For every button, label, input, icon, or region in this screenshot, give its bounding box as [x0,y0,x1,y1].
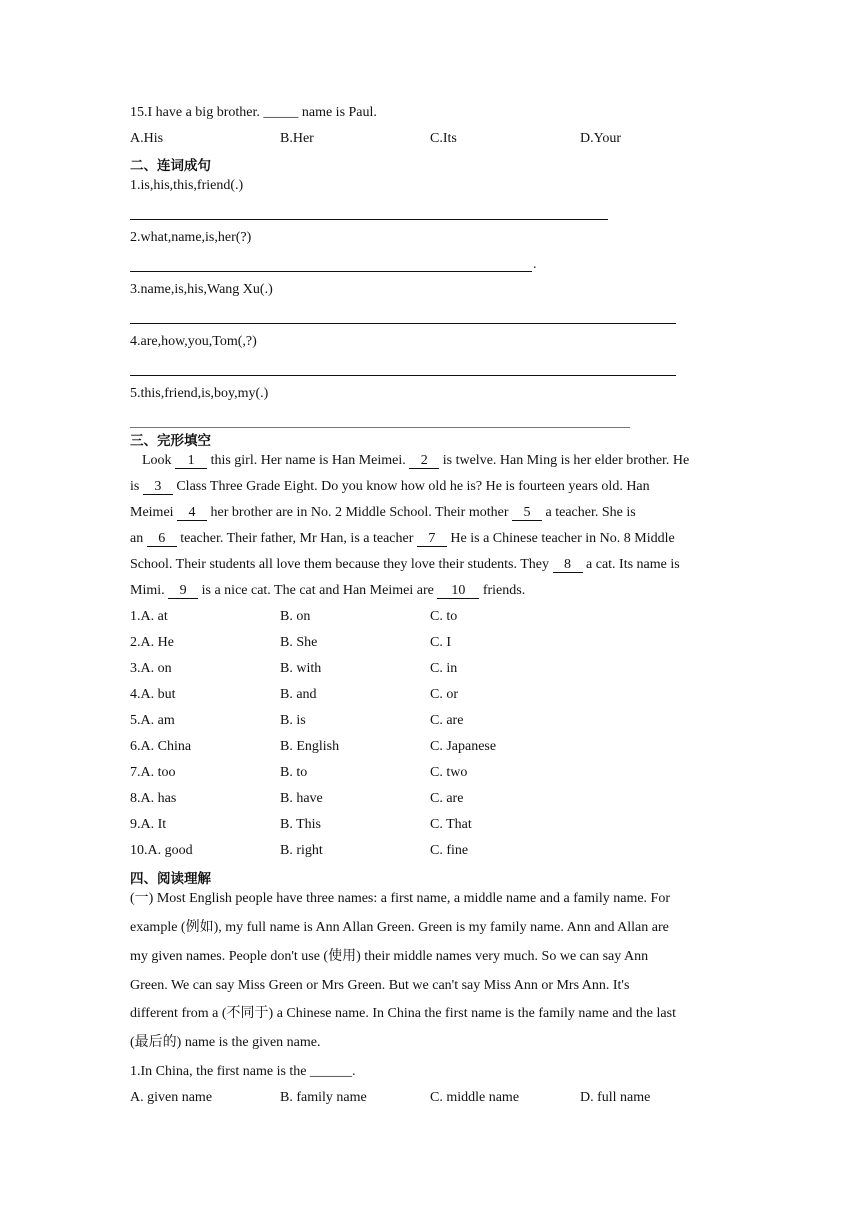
question-15 [130,104,377,122]
cloze-passage-line-4: an 6 teacher. Their father, Mr Han, is a teacher 7 He is a Chinese teacher in No. 8 Middle [130,531,675,546]
cloze-blank-8[interactable]: 8 [553,557,583,573]
cloze-q8-option-a[interactable]: 8.A. has [130,791,177,806]
cloze-blank-5[interactable]: 5 [512,505,542,521]
cloze-passage-line-1: Look 1 this girl. Her name is Han Meimei. 2 is twelve. Han Ming is her elder brother. He [142,453,690,468]
reading-q1-option-d[interactable]: D. full name [580,1090,651,1105]
section-4-heading: 四、阅读理解 [130,871,211,887]
reading-q1-option-c[interactable]: C. middle name [430,1090,520,1105]
cloze-blank-9[interactable]: 9 [168,583,198,599]
cloze-q8-option-b[interactable]: B. have [280,791,323,806]
cloze-q10-option-c[interactable]: C. fine [430,843,469,858]
reading-passage-line-1: (一) Most English people have three names: a first name, a middle name and a family name. For [130,891,671,906]
cloze-q5-option-b[interactable]: B. is [280,713,306,728]
cloze-q7-option-a[interactable]: 7.A. too [130,765,176,780]
cloze-q9-option-c[interactable]: C. That [430,817,472,832]
cloze-q7-option-c[interactable]: C. two [430,765,468,780]
cloze-q6-option-a[interactable]: 6.A. China [130,739,192,754]
section-2-item-5-prompt: 5.this,friend,is,boy,my(.) [130,386,269,401]
cloze-q9-option-a[interactable]: 9.A. It [130,817,167,832]
cloze-passage-line-3: Meimei 4 her brother are in No. 2 Middle School. Their mother 5 a teacher. She is [130,505,636,520]
section-2-item-3-prompt: 3.name,is,his,Wang Xu(.) [130,282,273,297]
section-2-item-4-answer-line[interactable] [130,374,676,376]
q15-option-c[interactable]: C.Its [430,131,457,146]
cloze-blank-4[interactable]: 4 [177,505,207,521]
section-2-item-1-prompt: 1.is,his,this,friend(.) [130,178,244,193]
cloze-blank-7[interactable]: 7 [417,531,447,547]
cloze-q4-option-c[interactable]: C. or [430,687,458,702]
cloze-q3-option-c[interactable]: C. in [430,661,458,676]
cloze-q2-option-c[interactable]: C. I [430,635,451,650]
q15-stem-before: 15.I have a big brother. [130,105,264,120]
q15-option-d[interactable]: D.Your [580,131,621,146]
reading-passage-line-4: Green. We can say Miss Green or Mrs Green. But we can't say Miss Ann or Mrs Ann. It's [130,978,630,993]
section-2-item-2-answer-line[interactable] [130,270,532,272]
q15-stem-after: name is Paul. [298,105,377,120]
cloze-blank-1[interactable]: 1 [175,453,207,469]
cloze-q1-option-a[interactable]: 1.A. at [130,609,168,624]
reading-question-1: 1.In China, the first name is the ______. [130,1064,356,1079]
q15-option-a[interactable]: A.His [130,131,164,146]
reading-passage-line-2: example (例如), my full name is Ann Allan Green. Green is my family name. Ann and Allan are [130,920,669,935]
section-2-item-2-prompt: 2.what,name,is,her(?) [130,230,252,245]
cloze-passage-line-6: Mimi. 9 is a nice cat. The cat and Han Meimei are 10 friends. [130,583,526,598]
cloze-q9-option-b[interactable]: B. This [280,817,321,832]
reading-q1-option-b[interactable]: B. family name [280,1090,367,1105]
cloze-passage-line-5: School. Their students all love them because they love their students. They 8 a cat. Its name is [130,557,680,572]
cloze-q10-option-a[interactable]: 10.A. good [130,843,193,858]
section-2-item-5-answer-line[interactable] [130,426,630,428]
cloze-passage-line-2: is 3 Class Three Grade Eight. Do you know how old he is? He is fourteen years old. Han [130,479,650,494]
cloze-blank-2[interactable]: 2 [409,453,439,469]
cloze-q2-option-a[interactable]: 2.A. He [130,635,174,650]
cloze-q8-option-c[interactable]: C. are [430,791,464,806]
cloze-blank-10[interactable]: 10 [437,583,479,599]
reading-passage-line-5: different from a (不同于) a Chinese name. In China the first name is the family name and the last [130,1006,676,1021]
cloze-q7-option-b[interactable]: B. to [280,765,308,780]
reading-q1-option-a[interactable]: A. given name [130,1090,213,1105]
cloze-q4-option-a[interactable]: 4.A. but [130,687,176,702]
cloze-q1-option-c[interactable]: C. to [430,609,458,624]
section-2-item-1-answer-line[interactable] [130,218,608,220]
section-3-heading: 三、完形填空 [130,433,211,449]
cloze-q6-option-b[interactable]: B. English [280,739,340,754]
q15-option-b[interactable]: B.Her [280,131,314,146]
cloze-q5-option-a[interactable]: 5.A. am [130,713,175,728]
cloze-q10-option-b[interactable]: B. right [280,843,323,858]
reading-passage-line-6: (最后的) name is the given name. [130,1035,321,1050]
reading-passage-line-3: my given names. People don't use (使用) their middle names very much. So we can say Ann [130,949,649,964]
section-2-item-4-prompt: 4.are,how,you,Tom(,?) [130,334,257,349]
cloze-blank-6[interactable]: 6 [147,531,177,547]
cloze-q6-option-c[interactable]: C. Japanese [430,739,497,754]
q15-blank: _____ [263,105,299,120]
section-2-heading: 二、连词成句 [130,158,211,174]
cloze-blank-3[interactable]: 3 [143,479,173,495]
section-2-item-2-end: . [533,257,537,272]
cloze-q5-option-c[interactable]: C. are [430,713,464,728]
cloze-q3-option-b[interactable]: B. with [280,661,322,676]
cloze-q3-option-a[interactable]: 3.A. on [130,661,172,676]
section-2-item-3-answer-line[interactable] [130,322,676,324]
cloze-q1-option-b[interactable]: B. on [280,609,311,624]
cloze-q2-option-b[interactable]: B. She [280,635,318,650]
cloze-q4-option-b[interactable]: B. and [280,687,317,702]
